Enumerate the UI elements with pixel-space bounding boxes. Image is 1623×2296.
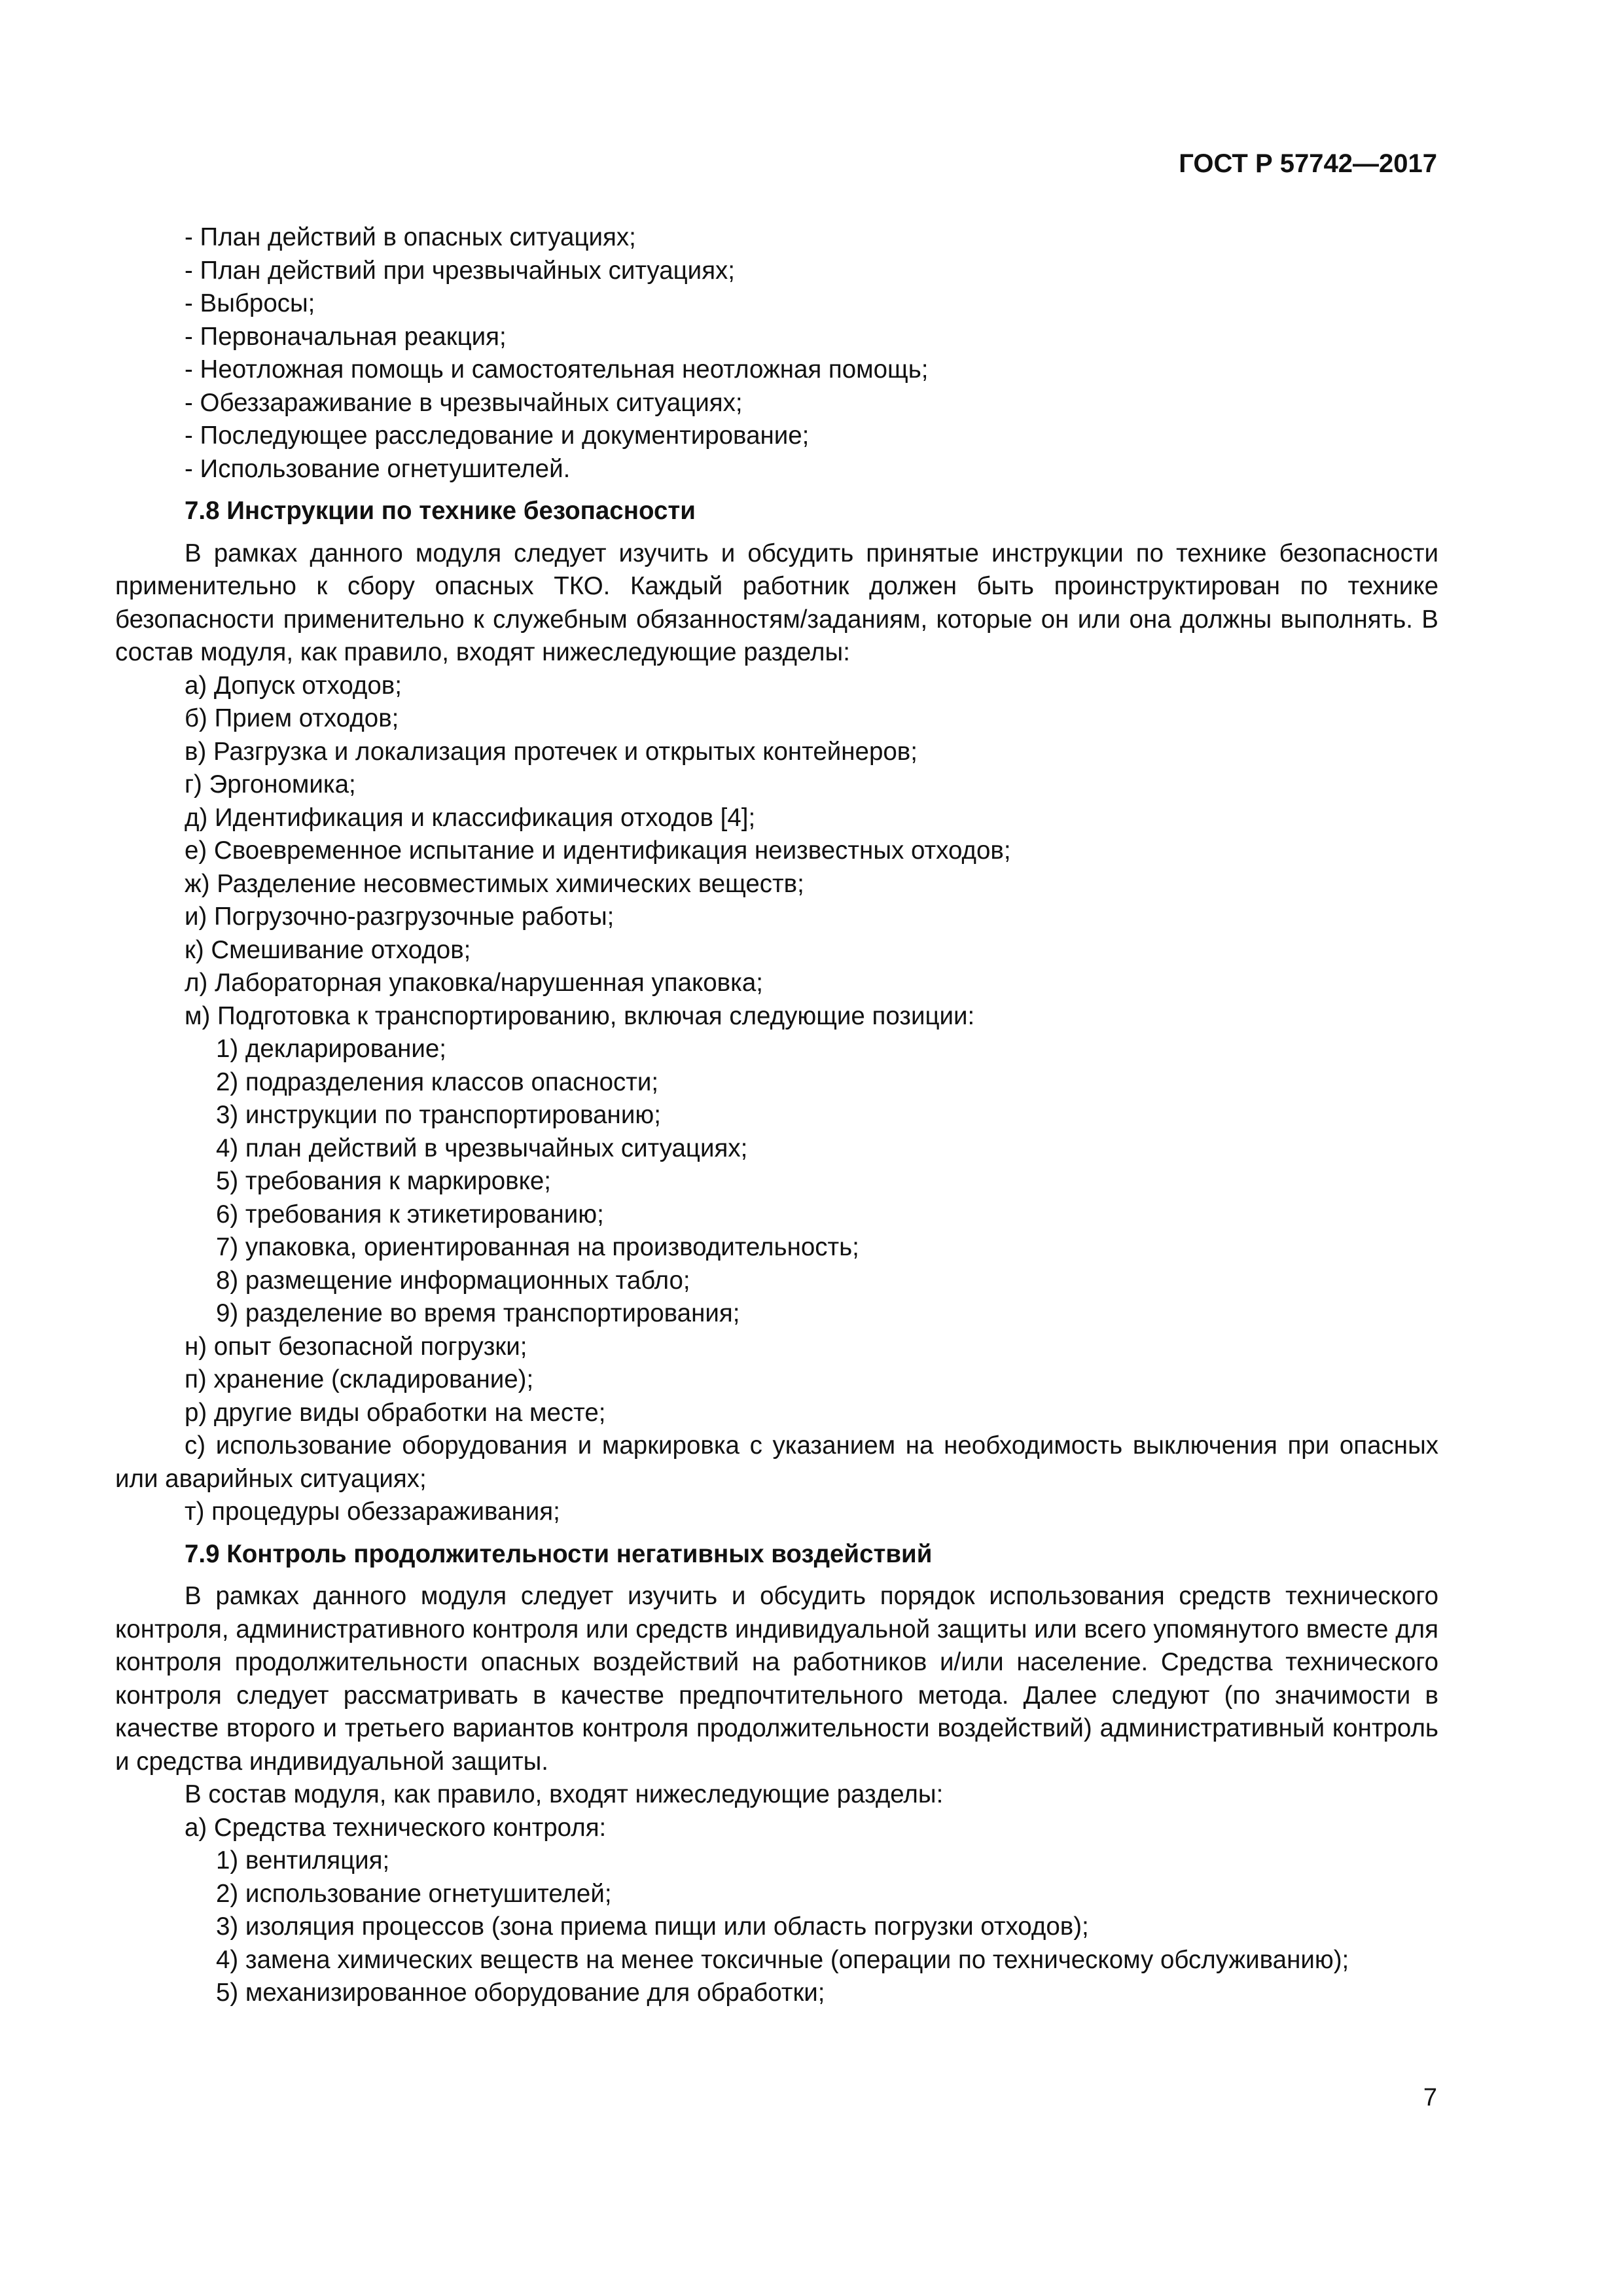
list-item: л) Лабораторная упаковка/нарушенная упаковка; [185, 969, 763, 997]
list-item-text: с) использование оборудования и маркировка с указанием на необходимость выключения при опасных или аварийных ситуациях; [115, 1431, 1438, 1493]
sub-list-item: 1) вентиляция; [216, 1846, 390, 1874]
sub-list-item: 2) подразделения классов опасности; [216, 1067, 659, 1096]
list-item: а) Средства технического контроля: [185, 1813, 607, 1842]
list-item: - План действий в опасных ситуациях; [185, 223, 636, 251]
section-7-9-paragraph [115, 1580, 1438, 1778]
sub-list-item: 1) декларирование; [216, 1035, 447, 1063]
sub-list-item: 4) план действий в чрезвычайных ситуациях; [216, 1134, 748, 1162]
sub-list-item: 2) использование огнетушителей; [216, 1879, 612, 1908]
list-item: н) опыт безопасной погрузки; [185, 1332, 527, 1361]
list-item: т) процедуры обеззараживания; [185, 1498, 560, 1526]
sub-list-item: 5) механизированное оборудование для обработки; [216, 1979, 825, 2007]
list-item: а) Допуск отходов; [185, 671, 402, 700]
list-item-wrapped [115, 1429, 1438, 1496]
list-item: - Последующее расследование и документирование; [185, 422, 810, 450]
list-intro: В состав модуля, как правило, входят нижеследующие разделы: [185, 1780, 944, 1808]
page-number: 7 [1423, 2084, 1437, 2111]
sub-list-item: 9) разделение во время транспортирования; [216, 1299, 740, 1327]
list-item: ж) Разделение несовместимых химических веществ; [185, 869, 804, 898]
section-7-8-list [115, 670, 1438, 1529]
list-item: - План действий при чрезвычайных ситуациях; [185, 256, 735, 285]
list-item: и) Погрузочно-разгрузочные работы; [185, 903, 615, 931]
list-item: - Выбросы; [185, 289, 315, 317]
section-7-8-paragraph [115, 537, 1438, 670]
list-item: м) Подготовка к транспортированию, включая следующие позиции: [185, 1001, 975, 1030]
list-item: в) Разгрузка и локализация протечек и открытых контейнеров; [185, 737, 918, 766]
sub-list-item: 4) замена химических веществ на менее токсичные (операции по техническому обслуживанию); [216, 1945, 1349, 1974]
list-item: д) Идентификация и классификация отходов [4]; [185, 803, 756, 832]
list-item: - Обеззараживание в чрезвычайных ситуациях; [185, 388, 743, 417]
paragraph-text: В рамках данного модуля следует изучить и обсудить принятые инструкции по технике безопасности применительно к сбору опасных ТКО. Каждый работник должен быть проинструктирован по технике безопасности применительно к служебным обязанностям/заданиям, которые он или она должны выполнять. В состав модуля, как правило, входят нижеследующие разделы: [115, 539, 1438, 666]
list-item: п) хранение (складирование); [185, 1365, 534, 1393]
sub-list-item: 7) упаковка, ориентированная на производительность; [216, 1233, 859, 1261]
sub-list-item: 3) изоляция процессов (зона приема пищи или область погрузки отходов); [216, 1912, 1089, 1941]
section-7-9-title: 7.9 Контроль продолжительности негативных воздействий [185, 1539, 933, 1568]
intro-list [115, 221, 1438, 486]
section-7-9-list [115, 1778, 1438, 2010]
list-item: к) Смешивание отходов; [185, 935, 471, 964]
standard-designation: ГОСТ Р 57742—2017 [1179, 149, 1437, 178]
sub-list-item: 8) размещение информационных табло; [216, 1266, 690, 1295]
list-item: - Использование огнетушителей. [185, 454, 571, 483]
list-item: - Неотложная помощь и самостоятельная неотложная помощь; [185, 355, 929, 384]
sub-list-item: 6) требования к этикетированию; [216, 1200, 604, 1229]
list-item: р) другие виды обработки на месте; [185, 1398, 606, 1427]
sub-list-item: 5) требования к маркировке; [216, 1167, 552, 1195]
list-item: - Первоначальная реакция; [185, 322, 507, 351]
paragraph-text: В рамках данного модуля следует изучить и обсудить порядок использования средств технического контроля, административного контроля или средств индивидуальной защиты или всего упомянутого вместе для контроля продолжительности опасных воздействий на работников и/или население. Средства технического контроля следует рассматривать в качестве предпочтительного метода. Далее следуют (по значимости в качестве второго и третьего вариантов контроля продолжительности воздействий) административный контроль и средства индивидуальной защиты. [115, 1582, 1438, 1776]
list-item: е) Своевременное испытание и идентификация неизвестных отходов; [185, 836, 1011, 865]
list-item: б) Прием отходов; [185, 704, 399, 732]
list-item: г) Эргономика; [185, 770, 356, 798]
section-7-8-title: 7.8 Инструкции по технике безопасности [185, 497, 696, 525]
sub-list-item: 3) инструкции по транспортированию; [216, 1101, 661, 1129]
page-content [115, 221, 1438, 2010]
